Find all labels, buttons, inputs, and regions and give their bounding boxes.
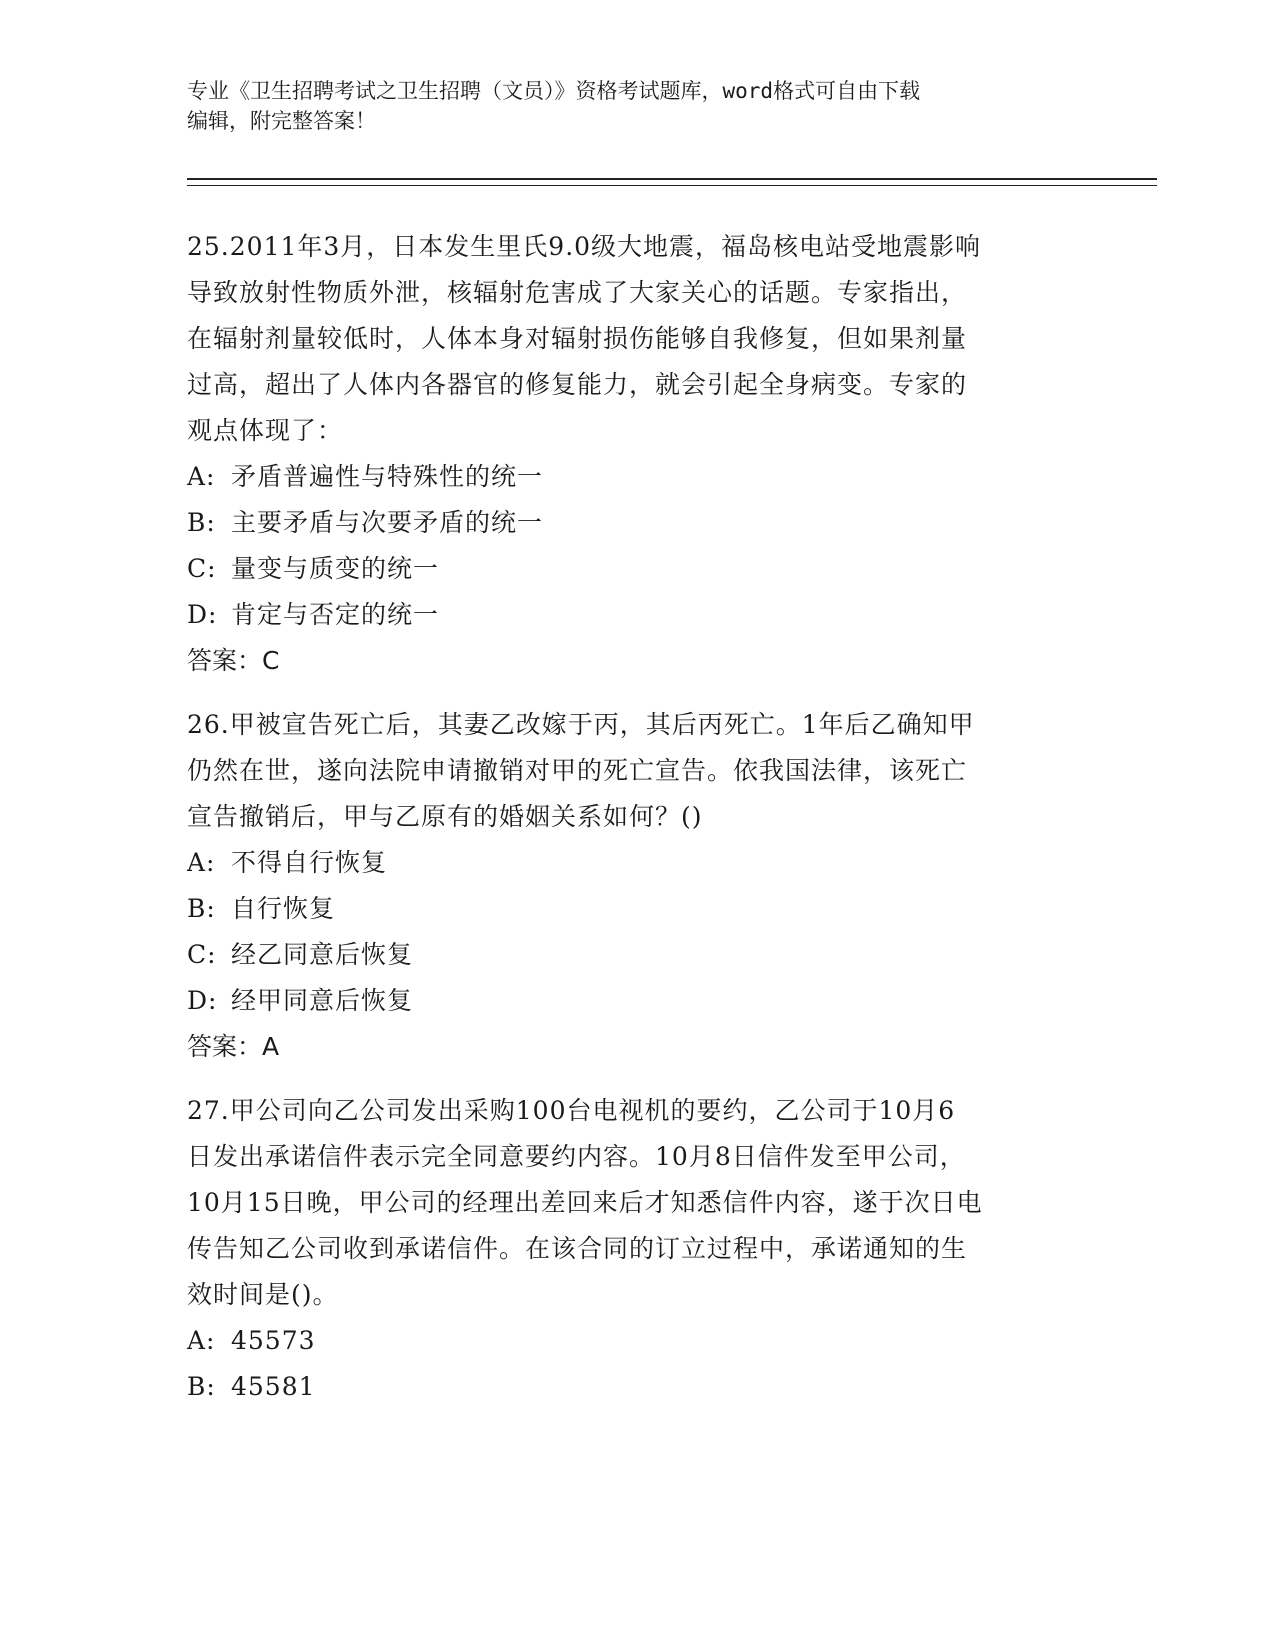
question-text-line: 过高，超出了人体内各器官的修复能力，就会引起全身病变。专家的 bbox=[187, 370, 968, 399]
option-c bbox=[187, 932, 1087, 978]
option-b bbox=[187, 886, 1087, 932]
question-25 bbox=[187, 224, 1087, 684]
option-text: 量变与质变的统一 bbox=[231, 554, 440, 583]
option-letter: C: bbox=[187, 554, 217, 583]
question-text-line: 导致放射性物质外泄，核辐射危害成了大家关心的话题。专家指出， bbox=[187, 278, 968, 307]
question-text-line: 宣告撤销后，甲与乙原有的婚姻关系如何？() bbox=[187, 802, 703, 831]
option-text: 45573 bbox=[231, 1326, 316, 1355]
option-letter: A: bbox=[187, 848, 216, 877]
question-text-line: 效时间是()。 bbox=[187, 1280, 339, 1309]
option-letter: C: bbox=[187, 940, 217, 969]
option-text: 经甲同意后恢复 bbox=[231, 986, 414, 1015]
question-text-line: 在辐射剂量较低时，人体本身对辐射损伤能够自我修复，但如果剂量 bbox=[187, 324, 968, 353]
question-text-line: 传告知乙公司收到承诺信件。在该合同的订立过程中，承诺通知的生 bbox=[187, 1234, 968, 1263]
option-b bbox=[187, 500, 1087, 546]
answer-label: 答案：C bbox=[187, 646, 280, 675]
answer-label: 答案：A bbox=[187, 1032, 280, 1061]
option-letter: D: bbox=[187, 986, 218, 1015]
option-letter: B: bbox=[187, 894, 216, 923]
option-a bbox=[187, 840, 1087, 886]
question-text-line: 27.甲公司向乙公司发出采购100台电视机的要约，乙公司于10月6 bbox=[187, 1096, 956, 1125]
question-text-line: 25.2011年3月，日本发生里氏9.0级大地震，福岛核电站受地震影响 bbox=[187, 232, 982, 261]
option-d bbox=[187, 592, 1087, 638]
question-text-line: 10月15日晚，甲公司的经理出差回来后才知悉信件内容，遂于次日电 bbox=[187, 1188, 983, 1217]
question-26 bbox=[187, 702, 1087, 1070]
question-text-line: 仍然在世，遂向法院申请撤销对甲的死亡宣告。依我国法律，该死亡 bbox=[187, 756, 968, 785]
option-c bbox=[187, 546, 1087, 592]
option-letter: D: bbox=[187, 600, 218, 629]
option-d bbox=[187, 978, 1087, 1024]
option-letter: B: bbox=[187, 1372, 216, 1401]
header-divider bbox=[187, 178, 1157, 186]
header-line-1: 专业《卫生招聘考试之卫生招聘（文员）》资格考试题库，word格式可自由下载 bbox=[187, 79, 921, 103]
option-text: 45581 bbox=[231, 1372, 316, 1401]
question-text-line: 26.甲被宣告死亡后，其妻乙改嫁于丙，其后丙死亡。1年后乙确知甲 bbox=[187, 710, 975, 739]
option-text: 肯定与否定的统一 bbox=[231, 600, 440, 629]
option-letter: A: bbox=[187, 1326, 216, 1355]
option-text: 矛盾普遍性与特殊性的统一 bbox=[231, 462, 544, 491]
header-line-2: 编辑，附完整答案！ bbox=[187, 109, 376, 133]
document-header bbox=[187, 76, 1087, 136]
option-text: 主要矛盾与次要矛盾的统一 bbox=[231, 508, 544, 537]
option-text: 经乙同意后恢复 bbox=[231, 940, 414, 969]
question-27 bbox=[187, 1088, 1087, 1410]
option-letter: A: bbox=[187, 462, 216, 491]
option-text: 不得自行恢复 bbox=[231, 848, 388, 877]
option-letter: B: bbox=[187, 508, 216, 537]
option-b bbox=[187, 1364, 1087, 1410]
question-text-line: 日发出承诺信件表示完全同意要约内容。10月8日信件发至甲公司， bbox=[187, 1142, 966, 1171]
option-a bbox=[187, 454, 1087, 500]
question-text-line: 观点体现了： bbox=[187, 416, 344, 445]
option-text: 自行恢复 bbox=[231, 894, 336, 923]
option-a bbox=[187, 1318, 1087, 1364]
